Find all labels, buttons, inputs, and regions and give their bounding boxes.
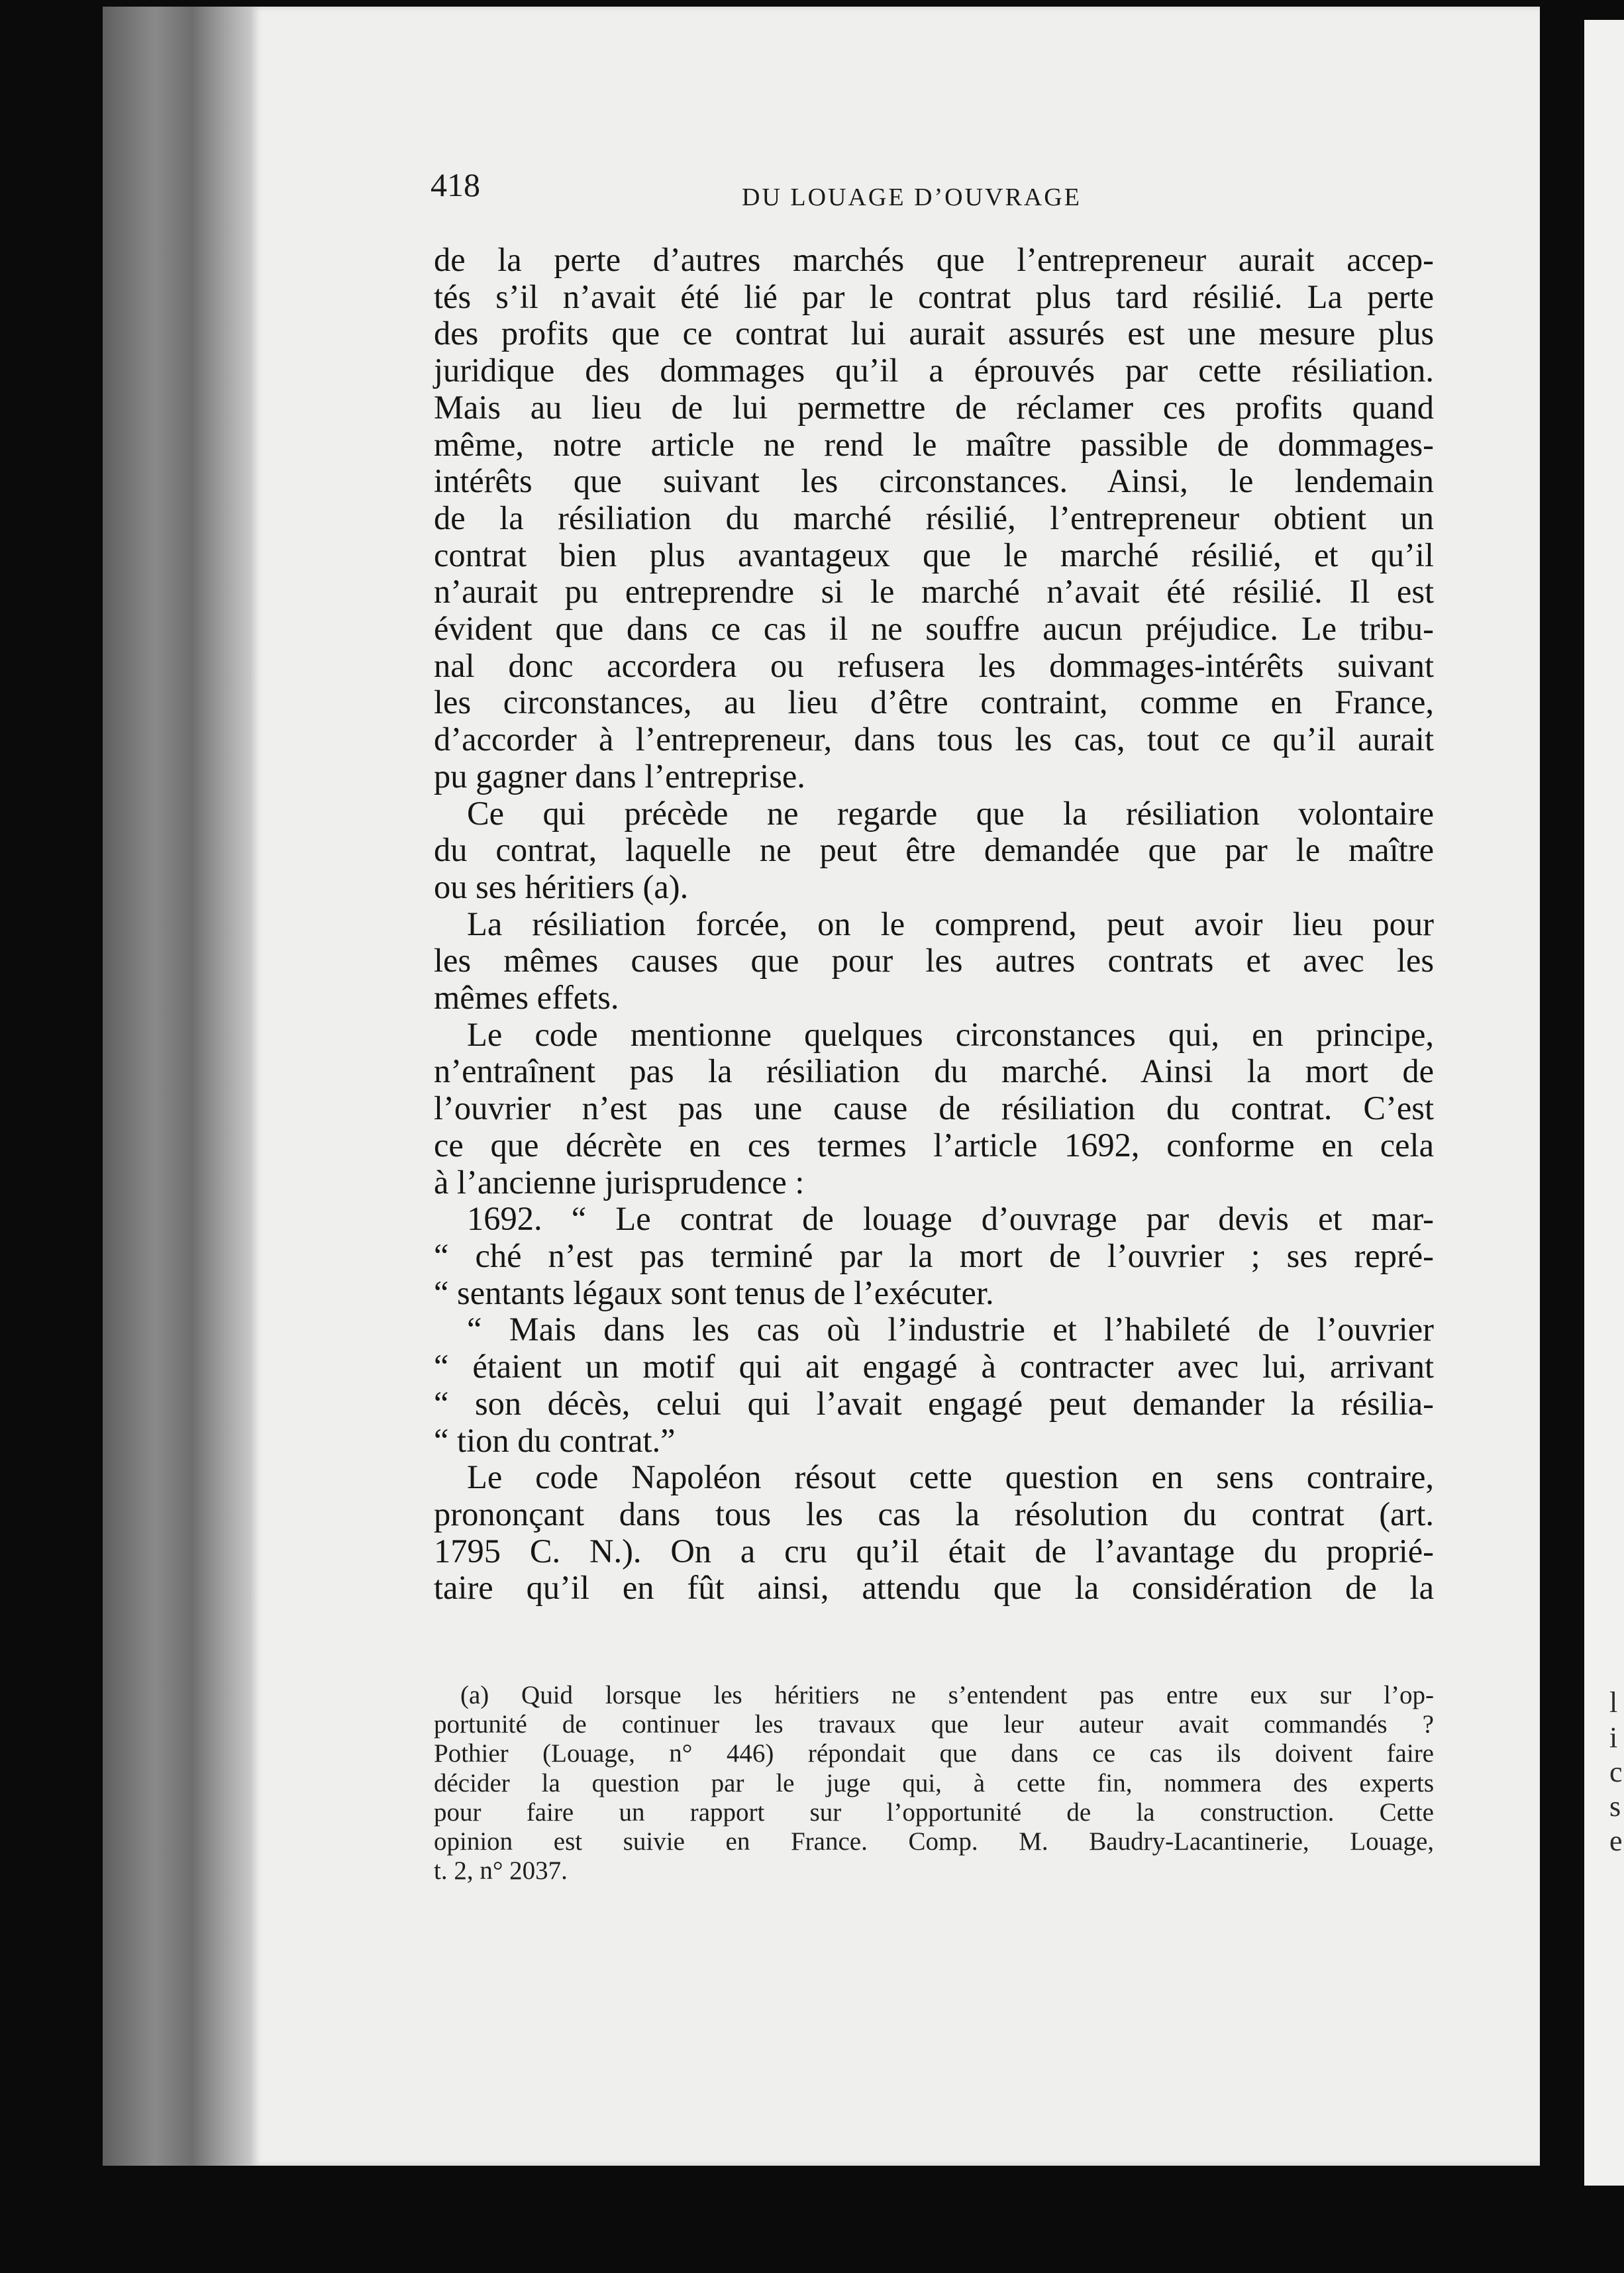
text-line: les mêmes causes que pour les autres contrats et avec les <box>434 942 1434 980</box>
text-line: juridique des dommages qu’il a éprouvés par cette résiliation. <box>434 352 1434 389</box>
footnotes <box>434 1681 1434 1886</box>
page-header <box>252 166 1540 219</box>
footnote-line: (a) Quid lorsque les héritiers ne s’entendent pas entre eux sur l’op- <box>460 1681 1434 1709</box>
book-page <box>252 7 1540 2166</box>
page-number: 418 <box>431 166 480 203</box>
adjacent-page-fragment: c <box>1609 1756 1623 1788</box>
text-line: de la perte d’autres marchés que l’entrepreneur aurait accep- <box>434 241 1434 278</box>
text-line: contrat bien plus avantageux que le marché résilié, et qu’il <box>434 536 1434 574</box>
text-line: “ étaient un motif qui ait engagé à contracter avec lui, arrivant <box>434 1348 1434 1386</box>
footnote-line: t. 2, n° 2037. <box>434 1856 568 1886</box>
footnote-line: opinion est suivie en France. Comp. M. Baudry-Lacantinerie, Louage, <box>434 1827 1434 1856</box>
text-line: “ son décès, celui qui l’avait engagé peut demander la résilia- <box>434 1384 1434 1422</box>
text-line: taire qu’il en fût ainsi, attendu que la considération de la <box>434 1569 1434 1607</box>
body-text <box>434 242 1434 1607</box>
footnote-line: décider la question par le juge qui, à cette fin, nommera des experts <box>434 1768 1434 1797</box>
text-line: évident que dans ce cas il ne souffre aucun préjudice. Le tribu- <box>434 610 1434 648</box>
footnote-line: pour faire un rapport sur l’opportunité de la construction. Cette <box>434 1797 1434 1827</box>
text-line: “ Mais dans les cas où l’industrie et l’habileté de l’ouvrier <box>467 1311 1434 1348</box>
text-line: 1795 C. N.). On a cru qu’il était de l’avantage du proprié- <box>434 1532 1434 1570</box>
text-line: “ ché n’est pas terminé par la mort de l’ouvrier ; ses repré- <box>434 1237 1434 1274</box>
text-line: les circonstances, au lieu d’être contraint, comme en France, <box>434 683 1434 721</box>
text-line: 1692. “ Le contrat de louage d’ouvrage par devis et mar- <box>467 1200 1434 1238</box>
text-line: ce que décrète en ces termes l’article 1692, conforme en cela <box>434 1126 1434 1164</box>
footnote-line: portunité de continuer les travaux que leur auteur avait commandés ? <box>434 1710 1434 1739</box>
text-line: l’ouvrier n’est pas une cause de résiliation du contrat. C’est <box>434 1089 1434 1127</box>
text-line: nal donc accordera ou refusera les dommages-intérêts suivant <box>434 646 1434 684</box>
text-line: Mais au lieu de lui permettre de réclamer ces profits quand <box>434 388 1434 426</box>
adjacent-page-fragment: i <box>1609 1721 1618 1754</box>
text-line: n’entraînent pas la résiliation du marché. Ainsi la mort de <box>434 1052 1434 1090</box>
text-line: tés s’il n’avait été lié par le contrat plus tard résilié. La perte <box>434 278 1434 315</box>
text-line: Ce qui précède ne regarde que la résiliation volontaire <box>467 794 1434 832</box>
book-gutter <box>103 7 252 2166</box>
text-line: de la résiliation du marché résilié, l’entrepreneur obtient un <box>434 499 1434 536</box>
text-line: intérêts que suivant les circonstances. Ainsi, le lendemain <box>434 462 1434 500</box>
text-line: La résiliation forcée, on le comprend, peut avoir lieu pour <box>467 905 1434 942</box>
text-line: prononçant dans tous les cas la résolution du contrat (art. <box>434 1495 1434 1533</box>
text-line: mêmes effets. <box>434 979 619 1017</box>
footnote-line: Pothier (Louage, n° 446) répondait que dans ce cas ils doivent faire <box>434 1739 1434 1768</box>
text-line: “ tion du contrat.” <box>434 1421 676 1459</box>
text-line: Le code mentionne quelques circonstances qui, en principe, <box>467 1015 1434 1053</box>
text-line: même, notre article ne rend le maître passible de dommages- <box>434 425 1434 463</box>
text-line: n’aurait pu entreprendre si le marché n’avait été résilié. Il est <box>434 573 1434 611</box>
adjacent-page-edge <box>1584 20 1624 2186</box>
text-line: des profits que ce contrat lui aurait assurés est une mesure plus <box>434 315 1434 352</box>
text-line: d’accorder à l’entrepreneur, dans tous les cas, tout ce qu’il aurait <box>434 721 1434 758</box>
running-title: DU LOUAGE D’OUVRAGE <box>742 183 1082 211</box>
adjacent-page-fragment: e <box>1609 1825 1623 1857</box>
adjacent-page-fragment: l <box>1609 1686 1618 1719</box>
text-line: à l’ancienne jurisprudence : <box>434 1163 805 1201</box>
text-line: du contrat, laquelle ne peut être demandée que par le maître <box>434 831 1434 869</box>
text-line: ou ses héritiers (a). <box>434 868 689 905</box>
text-line: “ sentants légaux sont tenus de l’exécuter. <box>434 1274 994 1311</box>
text-line: pu gagner dans l’entreprise. <box>434 757 805 795</box>
adjacent-page-fragment: s <box>1609 1790 1621 1823</box>
text-line: Le code Napoléon résout cette question en sens contraire, <box>467 1458 1434 1496</box>
